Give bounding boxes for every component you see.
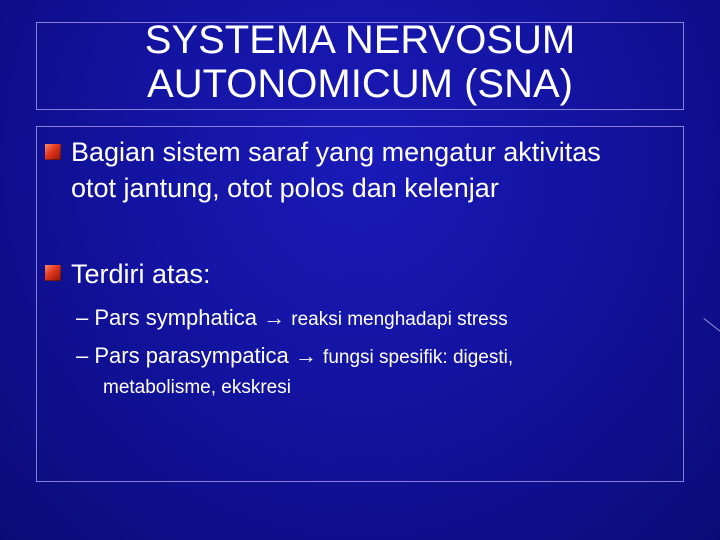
sub-desc: fungsi spesifik: digesti, xyxy=(323,347,514,368)
bullet-text-1: Bagian sistem saraf yang mengatur aktivitas otot jantung, otot polos dan kelenjar xyxy=(71,137,601,203)
dash-marker: – xyxy=(76,305,89,330)
sub-desc: reaksi menghadapi stress xyxy=(291,309,508,330)
right-arrow-icon: → xyxy=(263,305,286,330)
dash-marker: – xyxy=(76,343,89,368)
sub-bullet-parasympatica xyxy=(76,341,513,373)
decorative-line xyxy=(703,318,720,337)
sub-bullet-symphatica xyxy=(76,303,508,335)
sub-term: Pars parasympatica xyxy=(94,343,289,368)
slide-title xyxy=(36,18,684,106)
bullet-text-2: Terdiri atas: xyxy=(71,259,211,289)
red-square-bullet-icon xyxy=(45,265,61,281)
sub-desc-continuation: metabolisme, ekskresi xyxy=(103,377,291,398)
title-line-2: AUTONOMICUM (SNA) xyxy=(147,62,573,106)
red-square-bullet-icon xyxy=(45,144,61,160)
title-line-1: SYSTEMA NERVOSUM xyxy=(144,18,576,62)
sub-term: Pars symphatica xyxy=(94,305,257,330)
right-arrow-icon: → xyxy=(294,343,317,368)
